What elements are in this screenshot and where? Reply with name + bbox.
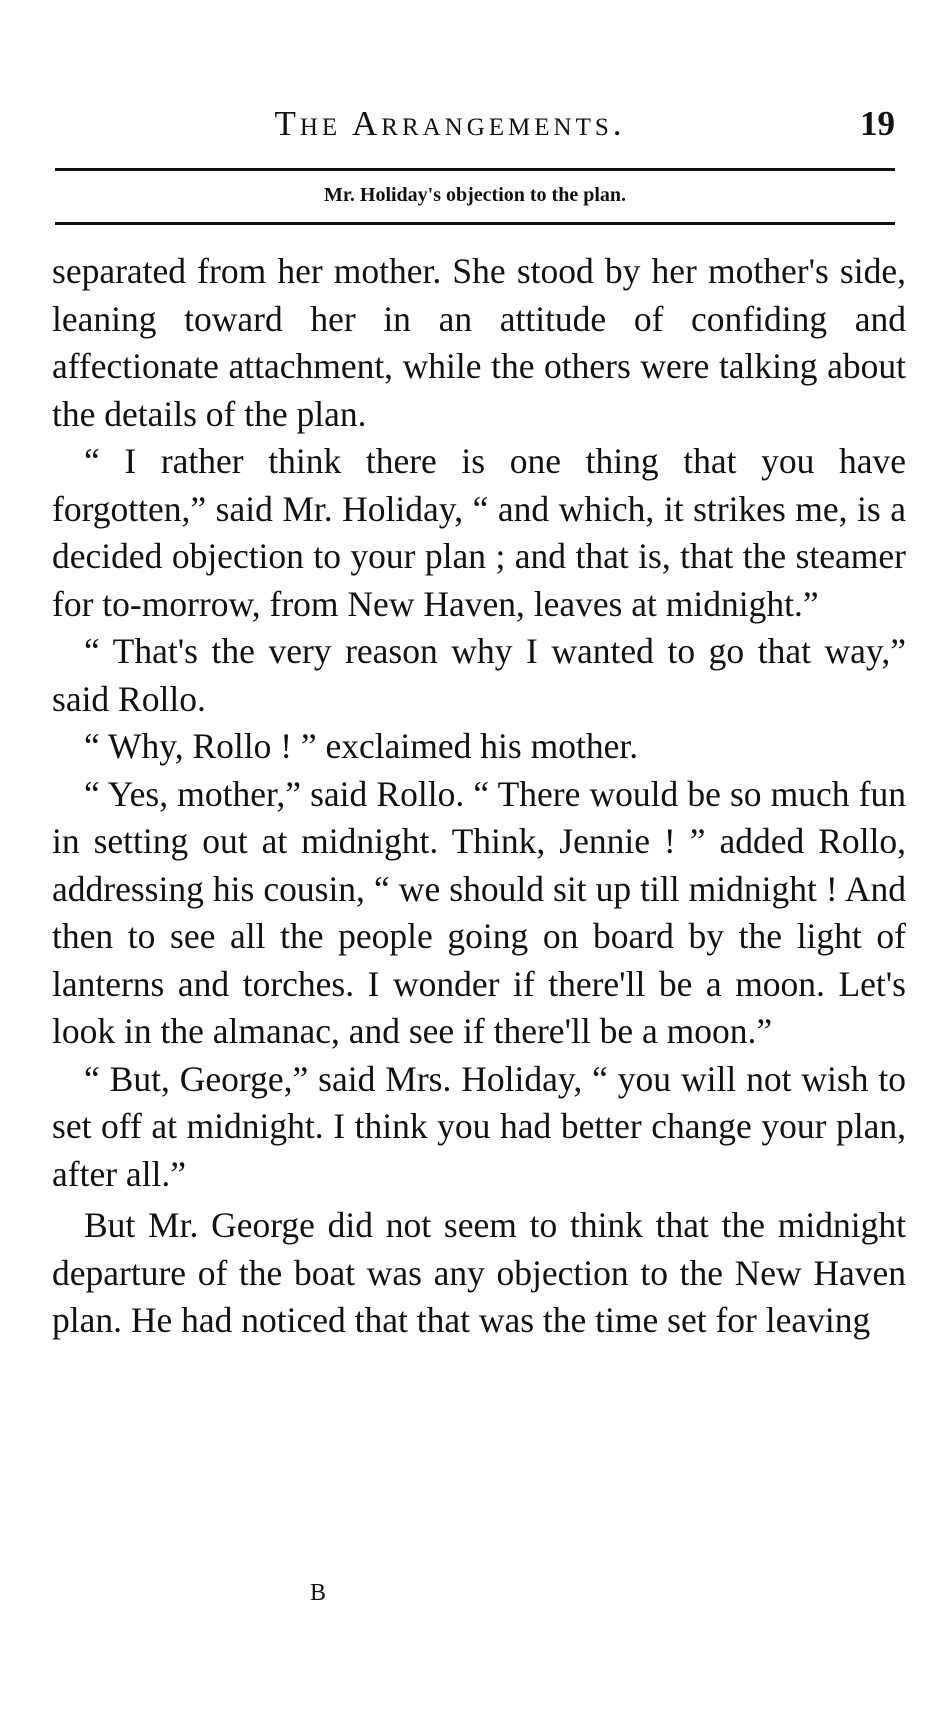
header-rule-top	[55, 168, 895, 171]
header-rule-bottom	[55, 222, 895, 225]
paragraph-1: separated from her mother. She stood by her mother's side, leaning toward her in an attitude of confiding and affectionate attachment, while the others were talking about the details of the plan.	[52, 251, 906, 434]
paragraph-5: “ Yes, mother,” said Rollo. “ There would be so much fun in setting out at midnight. Think, Jennie ! ” added Rollo, addressing his cousin, “ we should sit up till midnight ! And then to see all the people going on board by the light of lanterns and torches. I wonder if there'll be a moon. Let's look in the almanac, and see if there'll be a moon.”	[52, 773, 906, 1051]
paragraph-3: “ That's the very reason why I wanted to go that way,” said Rollo.	[52, 631, 906, 719]
running-head	[55, 104, 895, 154]
paragraph-7: But Mr. George did not seem to think that the midnight departure of the boat was any objection to the New Haven plan. He had noticed that that was the time set for leaving	[52, 1205, 906, 1340]
paragraph-2: “ I rather think there is one thing that you have forgotten,” said Mr. Holiday, “ and which, it strikes me, is a decided objection to your plan ; and that is, that the steamer for to-morrow, from New Haven, leaves at midnight.”	[52, 441, 906, 624]
body-text	[52, 248, 906, 1345]
page-number: 19	[860, 104, 895, 143]
paragraph-6: “ But, George,” said Mrs. Holiday, “ you will not wish to set off at midnight. I think you had better change your plan, after all.”	[52, 1058, 906, 1194]
signature-mark: B	[310, 1580, 327, 1606]
running-title: The Arrangements.	[274, 104, 626, 143]
subheading: Mr. Holiday's objection to the plan.	[323, 184, 627, 206]
paragraph-4: “ Why, Rollo ! ” exclaimed his mother.	[84, 726, 639, 766]
